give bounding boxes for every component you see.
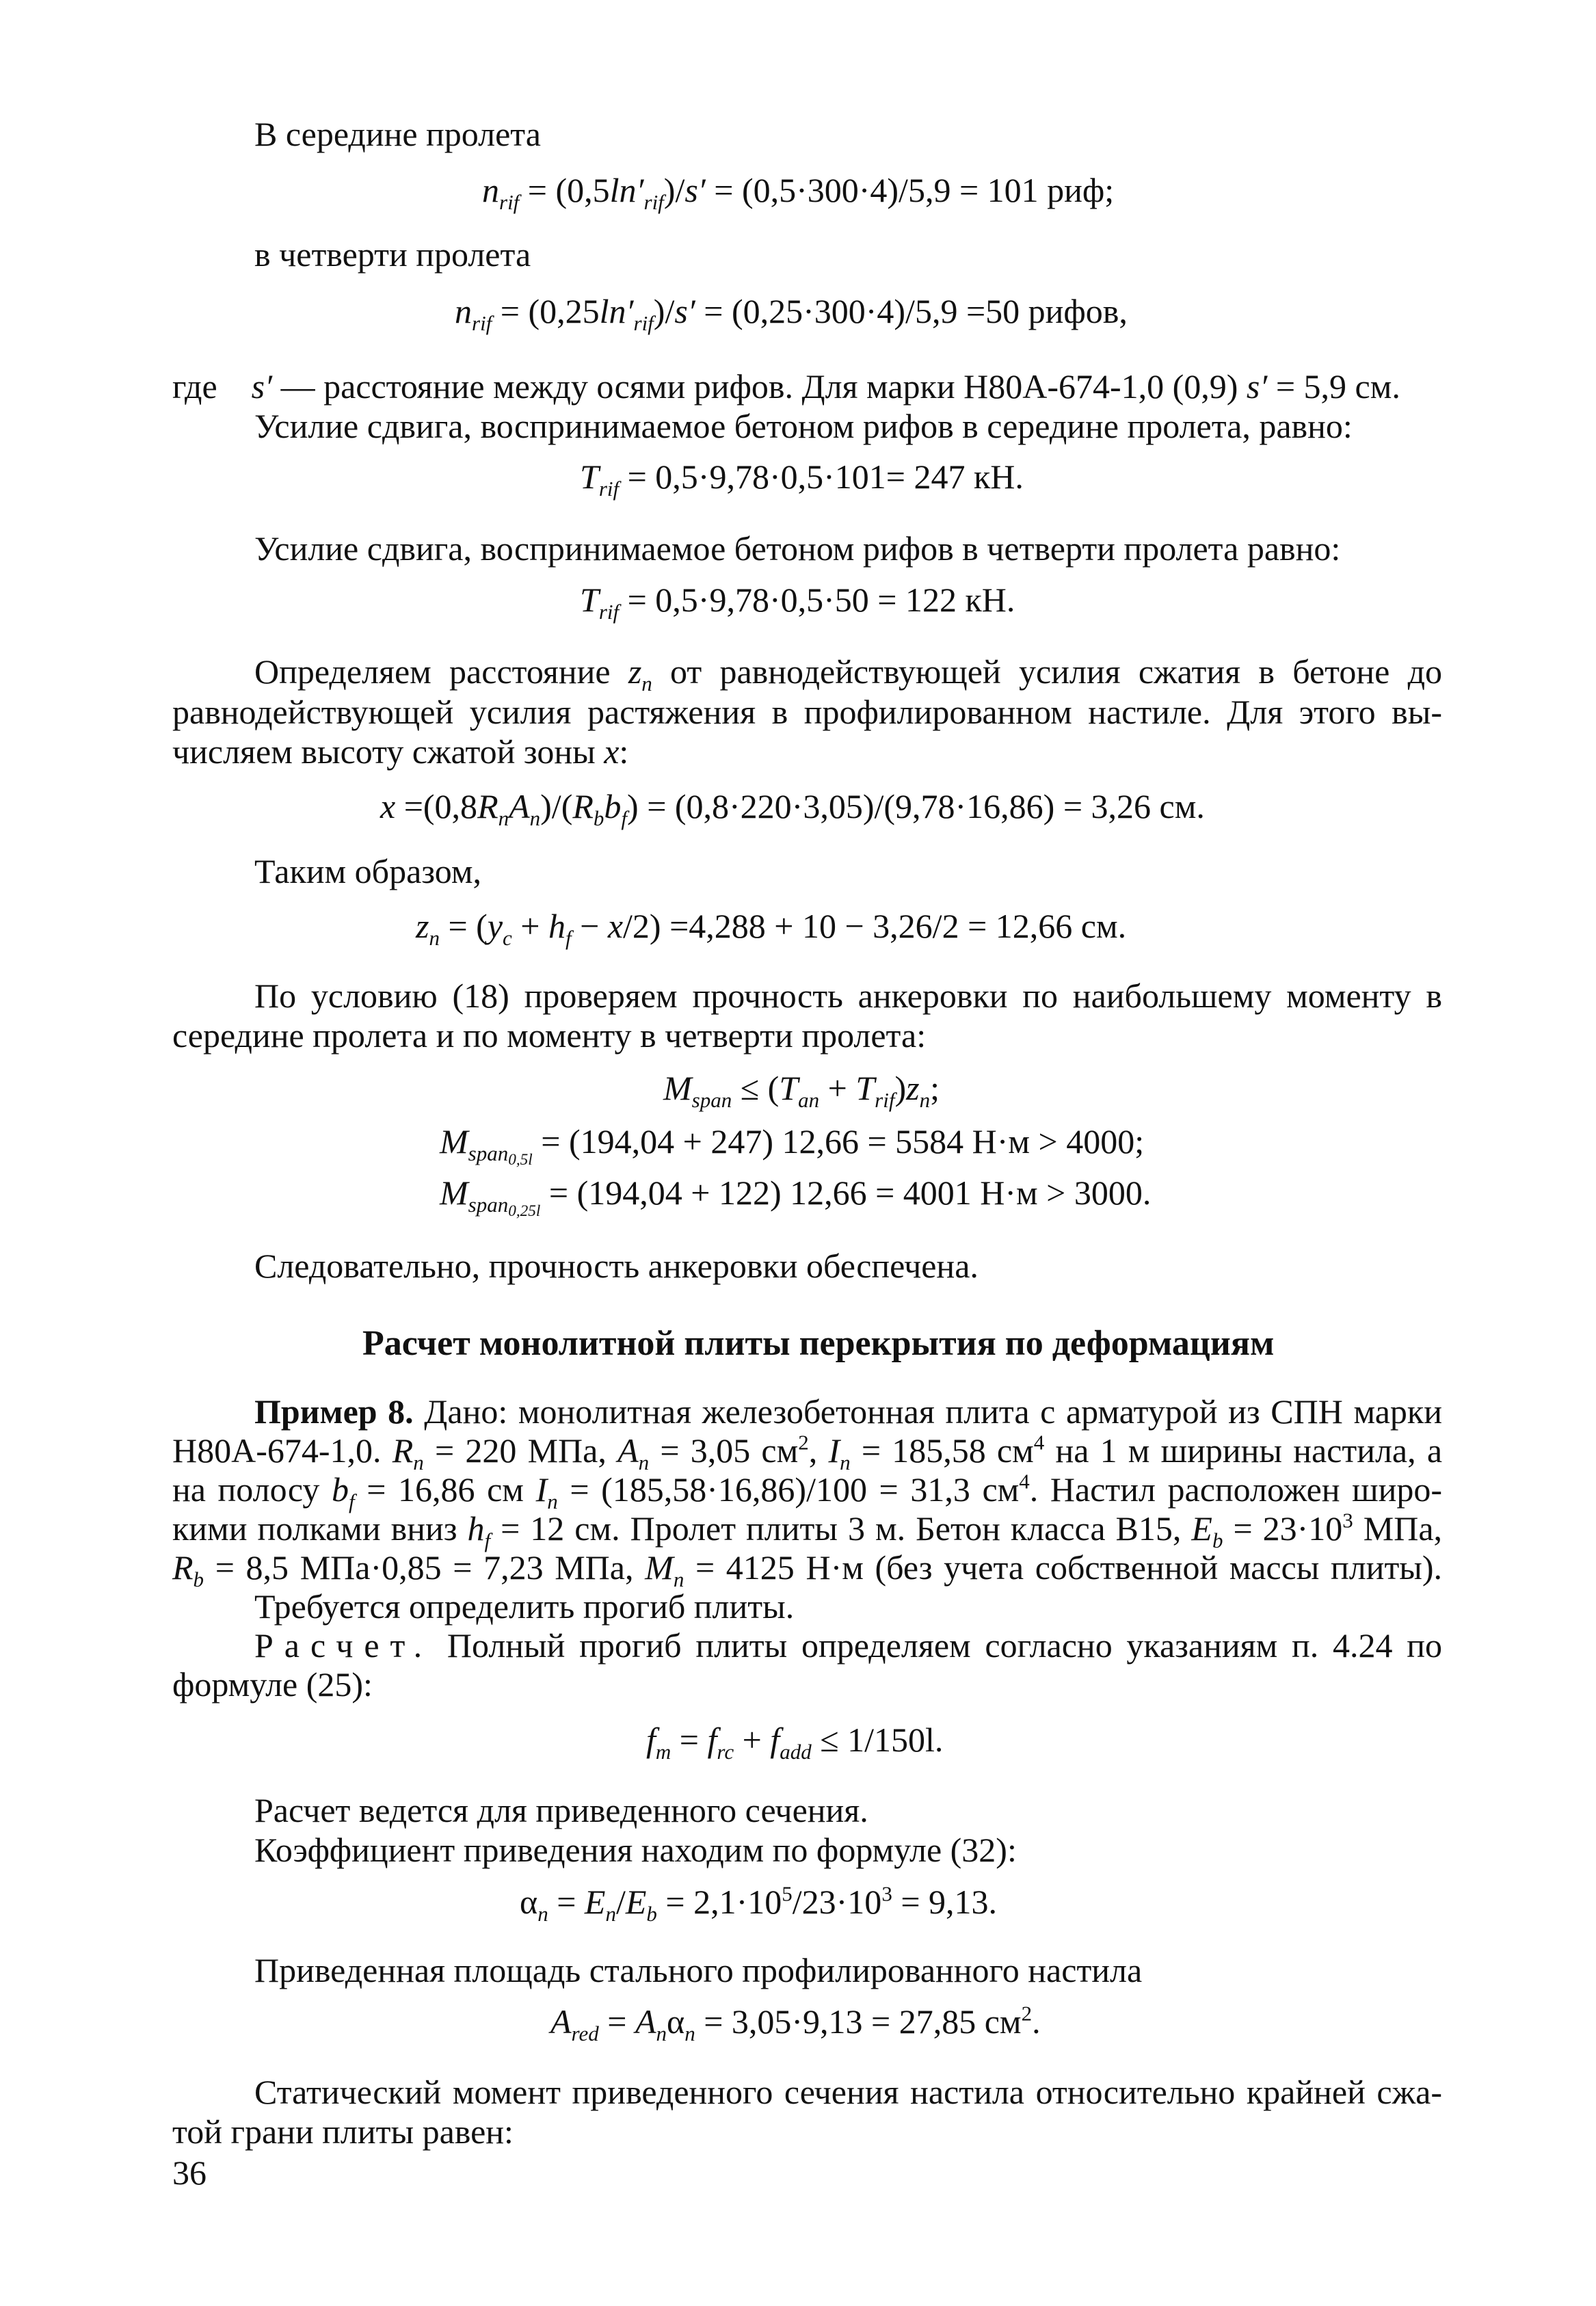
text: формуле (25): xyxy=(172,1665,373,1704)
text: Расчет монолитной плиты перекрытия по деформациям xyxy=(362,1324,1275,1363)
text: = 12 см. Пролет плиты 3 м. Бетон класса В15, xyxy=(501,1509,1182,1548)
text: Определяем расстояние xyxy=(254,652,611,691)
text: /23·10 xyxy=(792,1883,882,1921)
text-line xyxy=(254,2072,1442,2112)
text: кими полками вниз xyxy=(172,1509,457,1548)
text: = 0,5·9,78·0,5·50 = 122 кН. xyxy=(627,581,1015,619)
text: Статический момент приведенного сечения настила относительно крайней сжа- xyxy=(254,2073,1442,2111)
text-line xyxy=(172,1665,373,1705)
text: = 2,1·10 xyxy=(665,1883,782,1921)
text: ≤ 1/150l. xyxy=(820,1721,944,1759)
text: = 0,5·9,78·0,5·101= 247 кН. xyxy=(627,458,1024,496)
text: Таким образом, xyxy=(254,852,481,890)
calc-label: Расчет. xyxy=(254,1626,434,1665)
text: в четверти пролета xyxy=(254,235,531,274)
text-line: Н80А-674-1,0. $R_n = 220$ МПа, $A_n = 3,05$ $см^2$, $I_n = 185,58$ $см^4$ на 1 м ширины настила, а xyxy=(172,1430,1443,1474)
text: на полосу xyxy=(172,1470,320,1509)
text: где xyxy=(172,367,217,406)
formula-zn: $z_n = (y_c + h_f - x/2) =4,288 + 10 - 3,26/2 = 12,66$ см. xyxy=(416,907,1127,950)
formula-mspan: $M_{span} \le (T_{an} + T_{rif})z_n$; xyxy=(663,1069,940,1112)
text-line xyxy=(254,406,1353,447)
text: той грани плиты равен: xyxy=(172,2112,514,2151)
text: Полный прогиб плиты определяем согласно указаниям п. 4.24 по xyxy=(447,1626,1443,1665)
text-line xyxy=(254,1587,794,1627)
text: = 3,05·9,13 = 27,85 см xyxy=(704,2002,1022,2041)
text: =4,288 + 10 − 3,26/2 = 12,66 см. xyxy=(669,907,1127,945)
text: = 23·10 xyxy=(1233,1509,1343,1548)
formula-nrif-quarter: $n_{rif} = (0,25\ln'_{rif})/s' = (0,25\cdot 300\cdot 4)/5,9 =50$ рифов, xyxy=(455,292,1128,335)
text: = (185,58·16,86)/100 = 31,3 см xyxy=(570,1470,1020,1509)
page-number xyxy=(172,2153,207,2193)
text-line: $R_b = 8,5$ МПа·0,85 = 7,23 МПа, $M_n = 4125$ Н·м (без учета собственной массы плиты). xyxy=(172,1548,1443,1591)
text: = 16,86 см xyxy=(367,1470,524,1509)
text: = 185,58 см xyxy=(861,1431,1034,1470)
text-line xyxy=(254,1830,1017,1870)
formula-x: $x =(0,8R_nA_n)/(R_bb_f) = (0,8\cdot 220\cdot 3,05)/(9,78\cdot 16,86) = 3,26$ см. xyxy=(380,787,1205,830)
text-line xyxy=(254,976,1442,1016)
text: середине пролета и по моменту в четверти пролета: xyxy=(172,1016,927,1055)
text: = (0,8·220·3,05)/(9,78·16,86) = 3,26 см. xyxy=(647,787,1205,825)
text-line xyxy=(172,2112,514,2152)
text-line xyxy=(172,1016,926,1056)
text: = (194,04 + 247) 12,66 = 5584 Н·м > 4000; xyxy=(541,1122,1145,1161)
text: По условию (18) проверяем прочность анкеровки по наибольшему моменту в xyxy=(254,977,1442,1015)
formula-mspan-025: $M_{span0,25l} = (194,04 + 122) 12,66 = 4001$ Н·м > 3000. xyxy=(440,1174,1152,1220)
text: равнодействующей усилия растяжения в профилированном настиле. Для этого вы- xyxy=(172,693,1442,731)
text: МПа, xyxy=(1363,1509,1443,1548)
text: от равнодействующей усилия сжатия в бетоне до xyxy=(670,652,1443,691)
formula-trif-quarter: $T_{rif} = 0,5\cdot 9,78\cdot 0,5\cdot 50 = 122$ кН. xyxy=(580,581,1015,624)
text: Приведенная площадь стального профилированного настила xyxy=(254,1951,1143,1989)
text-line xyxy=(254,851,481,892)
text: Следовательно, прочность анкеровки обеспечена. xyxy=(254,1247,979,1285)
example-label: Пример 8. xyxy=(254,1392,414,1431)
text: = 5,9 см. xyxy=(1275,367,1400,406)
formula-ared: $A_{red} = A_n\alpha_n = 3,05\cdot 9,13 = 27,85$ $см^2$. xyxy=(550,2001,1041,2045)
text: Н80А-674-1,0. xyxy=(172,1431,382,1470)
text: В середине пролета xyxy=(254,115,541,153)
text-line xyxy=(254,235,531,275)
text-line xyxy=(254,1626,1442,1666)
formula-nrif-middle: $n_{rif} = (0,5\ln'_{rif})/s' = (0,5\cdot 300\cdot 4)/5,9 = 101$ риф; xyxy=(482,171,1115,214)
text-line: кими полками вниз $h_f = 12$ см. Пролет плиты 3 м. Бетон класса В15, $E_b = 23\cdot 10^3$ МПа, xyxy=(172,1508,1443,1552)
text-line: числяем высоту сжатой зоны x: xyxy=(172,732,629,771)
text-line: где s′ — расстояние между осями рифов. Для марки Н80А-674-1,0 (0,9) s′ = 5,9 см. xyxy=(172,367,1400,406)
formula-mspan-05: $M_{span0,5l} = (194,04 + 247) 12,66 = 5584$ Н·м > 4000; xyxy=(440,1122,1145,1169)
text-line xyxy=(254,1950,1142,1991)
text-line xyxy=(254,1392,1442,1432)
formula-trif-middle: $T_{rif} = 0,5\cdot 9,78\cdot 0,5\cdot 101= 247$ кН. xyxy=(580,458,1024,501)
text: = 9,13. xyxy=(901,1883,998,1921)
text-line xyxy=(254,529,1340,569)
section-heading xyxy=(362,1323,1274,1364)
text: Коэффициент приведения находим по формуле (32): xyxy=(254,1831,1017,1869)
text: = (194,04 + 122) 12,66 = 4001 Н·м > 3000. xyxy=(548,1174,1152,1212)
text: . Настил расположен широ- xyxy=(1029,1470,1443,1509)
text-line xyxy=(254,114,541,155)
text: Дано: монолитная железобетонная плита с арматурой из СПН марки xyxy=(424,1392,1442,1431)
text-line xyxy=(254,1790,868,1831)
text: 36 xyxy=(172,2153,207,2192)
text: числяем высоту сжатой зоны xyxy=(172,732,596,771)
formula-fm: $f_m = f_{rc} + f_{add} \le 1/150l$. xyxy=(646,1721,944,1764)
text: = 8,5 МПа·0,85 = 7,23 МПа, xyxy=(215,1548,634,1587)
text-line: на полосу $b_f = 16,86$ см $I_n = (185,58\cdot 16,86)/100 = 31,3$ $см^4$. Настил расположен широ- xyxy=(172,1469,1443,1513)
text: Усилие сдвига, воспринимаемое бетоном рифов в середине пролета, равно: xyxy=(254,407,1353,445)
text: = 4125 Н·м (без учета собственной массы плиты). xyxy=(695,1548,1443,1587)
text: = 220 МПа, xyxy=(434,1431,607,1470)
text: Требуется определить прогиб плиты. xyxy=(254,1587,795,1626)
text: Расчет ведется для приведенного сечения. xyxy=(254,1791,868,1829)
text: Усилие сдвига, воспринимаемое бетоном рифов в четверти пролета равно: xyxy=(254,529,1341,568)
text: — расстояние между осями рифов. Для марки Н80А-674-1,0 (0,9) xyxy=(280,367,1238,406)
text-line xyxy=(172,692,1442,732)
text-line: Определяем расстояние $z_n$ от равнодействующей усилия сжатия в бетоне до xyxy=(254,652,1443,695)
text-line xyxy=(254,1246,979,1286)
text: = 3,05 см xyxy=(660,1431,799,1470)
formula-alpha: $\alpha_n = E_n/E_b = 2,1\cdot 10^5/23\cdot 10^3 = 9,13$. xyxy=(520,1881,998,1926)
text: на 1 м ширины настила, а xyxy=(1055,1431,1443,1470)
